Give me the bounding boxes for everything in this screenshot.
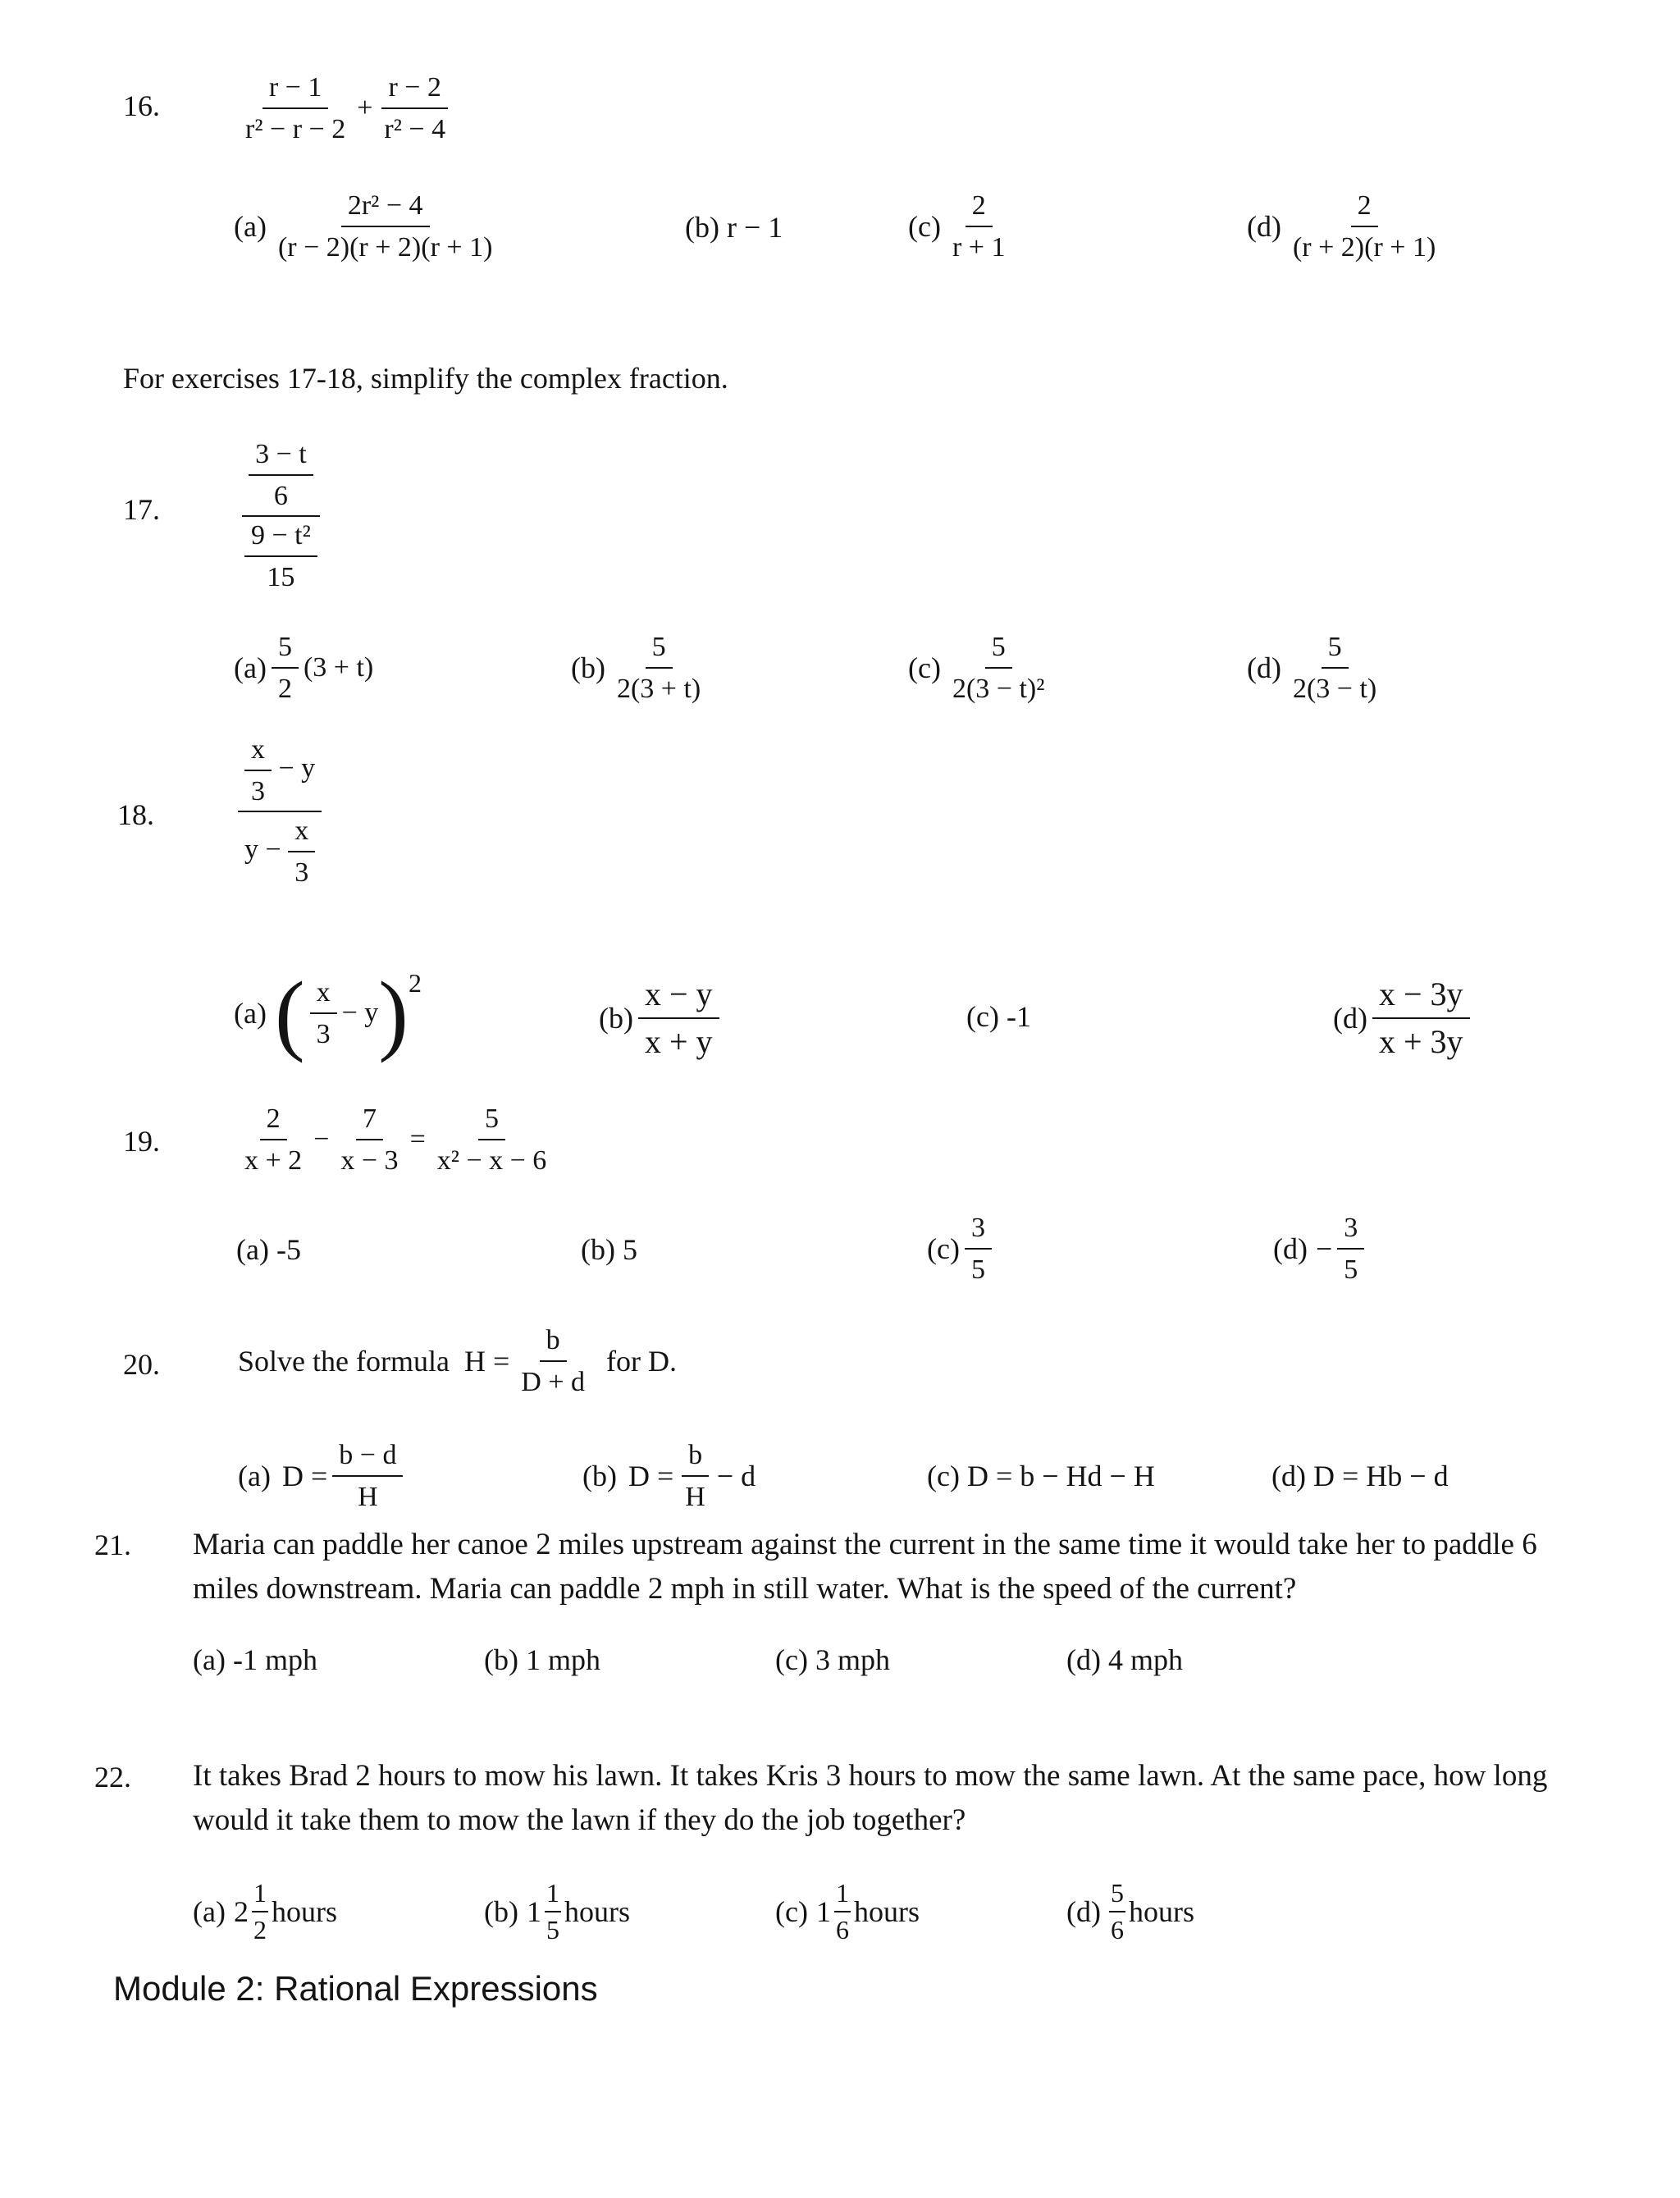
q21-option-d[interactable]: (d) 4 mph [1066,1643,1183,1676]
q22-option-b[interactable]: (b) 1 $\frac{1}{5}$ hours [484,1878,630,1945]
q17-option-b[interactable]: (b) $\frac{5}{2(3 + t)}$ [571,632,701,705]
q21-number: 21. [94,1529,131,1561]
q20-prompt: Solve the formula H = $\frac{b}{D + d}$ for D. [238,1325,677,1398]
q22-number: 22. [94,1761,131,1794]
q21-option-c[interactable]: (c) 3 mph [775,1643,890,1676]
q17-complex-fraction: $\frac{\frac{3 - t}{6}}{\frac{\text{9 − t²}}{15}}$ [238,439,324,593]
instruction-text: For exercises 17-18, simplify the complex fraction. [123,362,728,395]
q19-number: 19. [123,1125,160,1158]
q16-number: 16. [123,89,160,122]
q22-question-text: It takes Brad 2 hours to mow his lawn. It takes Kris 3 hours to mow the same lawn. At the same pace, how long would it take them to mow the lawn if they do the job together? [193,1759,1548,1837]
q19-option-d[interactable]: (d) − $\frac{3}{5}$ [1273,1213,1369,1286]
plus-sign: + [357,93,373,124]
q17-option-d[interactable]: (d) $\frac{5}{2(3 - t)}$ [1247,632,1377,705]
q18-option-d[interactable]: (d) $\frac{x - 3y}{x + 3y}$ [1333,976,1475,1060]
q16-option-a[interactable]: (a) $\frac{\text{2r² − 4}}{(r - 2)(r + 2)(r + 1)}$ [234,190,493,263]
minus-sign: − [313,1124,330,1155]
q16-term1: $\frac{r - 1}{\text{r² − r − 2}}$ [245,72,346,145]
q16-term2: $\frac{r - 2}{\text{r² − 4}}$ [377,72,452,145]
q18-option-a[interactable]: (a) ( $\frac{x}{3}$ − y ) 2 [234,963,422,1063]
q18-number: 18. [117,798,154,831]
q22-option-c[interactable]: (c) 1 $\frac{1}{6}$ hours [775,1878,920,1945]
q18-complex-fraction: $\frac{x}{3}$ − y y − $\frac{x}{3}$ [238,734,322,889]
q20-option-c[interactable]: (c) D = b − Hd − H [927,1460,1155,1492]
q22-option-a[interactable]: (a) 2 $\frac{1}{2}$ hours [193,1878,337,1945]
q16-option-d[interactable]: (d) $\frac{2}{(r + 2)(r + 1)}$ [1247,190,1436,263]
q21-option-b[interactable]: (b) 1 mph [484,1643,600,1676]
q17-option-c[interactable]: (c) $\frac{5}{\text{2(3 − t)²}}$ [908,632,1045,705]
q17-number: 17. [123,493,160,526]
q21-question-text: Maria can paddle her canoe 2 miles upstream against the current in the same time it would take her to paddle 6 miles downstream. Maria can paddle 2 mph in still water. What is the speed of the current? [193,1528,1537,1606]
q19-option-c[interactable]: (c) $\frac{3}{5}$ [927,1213,997,1286]
q22-option-d[interactable]: (d) $\frac{5}{6}$ hours [1066,1878,1194,1945]
q16-expression [234,72,457,145]
q18-option-c[interactable]: (c) -1 [966,1000,1031,1033]
q19-option-a[interactable]: (a) -5 [236,1233,301,1266]
q20-option-d[interactable]: (d) D = Hb − d [1271,1460,1449,1492]
q16-option-b[interactable]: (b) r − 1 [685,211,783,244]
q21-option-a[interactable]: (a) -1 mph [193,1643,317,1676]
q20-option-b[interactable]: (b) D = $\frac{b}{H}$ − d [582,1440,756,1513]
q19-option-b[interactable]: (b) 5 [581,1233,637,1266]
module-footer: Module 2: Rational Expressions [113,1969,598,2008]
q17-option-a[interactable]: (a) $\frac{5}{2}$ (3 + t) [234,632,374,705]
q18-option-b[interactable]: (b) $\frac{x - y}{x + y}$ [599,976,724,1060]
q19-equation: $\frac{2}{x + 2}$ − $\frac{7}{x - 3}$ = $\frac{5}{\text{x² − x − 6}}$ [244,1104,547,1177]
equals-sign: = [409,1124,426,1155]
q16-option-c[interactable]: (c) $\frac{2}{r + 1}$ [908,190,1006,263]
q20-option-a[interactable]: (a) D = $\frac{b - d}{H}$ [238,1440,408,1513]
q20-number: 20. [123,1348,160,1381]
